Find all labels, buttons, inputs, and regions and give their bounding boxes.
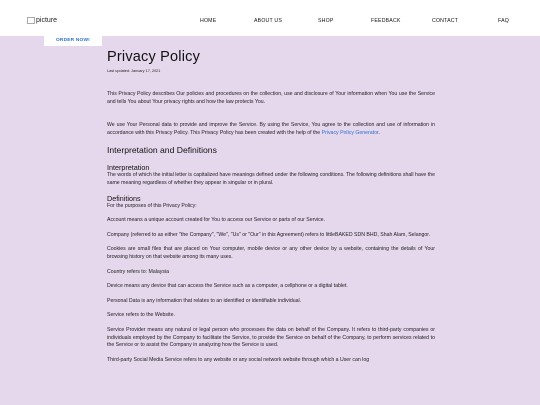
logo-alt-text: picture [36,17,58,24]
nav-about-us[interactable]: ABOUT US [254,18,283,24]
order-now-button[interactable]: ORDER NOW! [44,35,102,46]
definition-cookies: Cookies are small files that are placed on Your computer, mobile device or any other device by a website, containing the details of Your browsing history on that website among its many uses. [107,246,435,260]
privacy-policy-generator-link[interactable]: Privacy Policy Generator [321,129,379,136]
nav-contact[interactable]: CONTACT [432,18,459,24]
definition-service-provider: Service Provider means any natural or legal person who processes the data on behalf of the Company. It refers to third-party companies or individuals employed by the Company to facilitate the Service, to provide the Service on behalf of the Company, to perform services related to the Service or to assist the Company in analyzing how the Service is used. [107,326,435,349]
nav-shop[interactable]: SHOP [318,18,334,24]
section-title-interpretation-definitions: Interpretation and Definitions [107,145,217,156]
definition-account: Account means a unique account created for You to access our Service or parts of our Service. [107,217,325,224]
nav-feedback[interactable]: FEEDBACK [371,18,401,24]
data-use-tail: . [378,129,380,136]
broken-image-icon [27,17,35,24]
definitions-intro: For the purposes of this Privacy Policy: [107,202,197,209]
data-use-paragraph [107,122,435,137]
definition-third-party-social-media: Third-party Social Media Service refers to any website or any social network website through which a User can log [107,356,370,363]
nav-home[interactable]: HOME [200,18,217,24]
last-updated: Last updated: January 17, 2021 [107,69,161,73]
subsection-title-interpretation: Interpretation [107,163,150,173]
definition-device: Device means any device that can access the Service such as a computer, a cellphone or a digital tablet. [107,283,348,290]
page-title: Privacy Policy [107,49,201,65]
definition-country: Country refers to: Malaysia [107,268,169,275]
definition-personal-data: Personal Data is any information that relates to an identified or identifiable individual. [107,297,302,304]
interpretation-paragraph: The words of which the initial letter is capitalized have meanings defined under the following conditions. The following definitions shall have the same meaning regardless of whether they appear in singular or in plural. [107,172,435,186]
privacy-policy-content [107,48,435,364]
subsection-title-definitions: Definitions [107,193,141,203]
nav-faq[interactable]: FAQ [498,18,509,24]
definition-company: Company (referred to as either "the Company", "We", "Us" or "Our" in this Agreement) refers to littleBAKED SDN BHD, Shah Alam, Selangor. [107,231,431,238]
logo-image[interactable] [27,17,57,24]
intro-paragraph: This Privacy Policy describes Our policies and procedures on the collection, use and disclosure of Your information when You use the Service and tells You about Your privacy rights and how the law protects You. [107,91,435,105]
data-use-text: We use Your Personal data to provide and improve the Service. By using the Service, You agree to the collection and use of information in accordance with this Privacy Policy. This Privacy Policy has been created with the help of the [107,122,435,136]
top-navigation-bar [0,0,540,36]
definition-service: Service refers to the Website. [107,312,175,319]
